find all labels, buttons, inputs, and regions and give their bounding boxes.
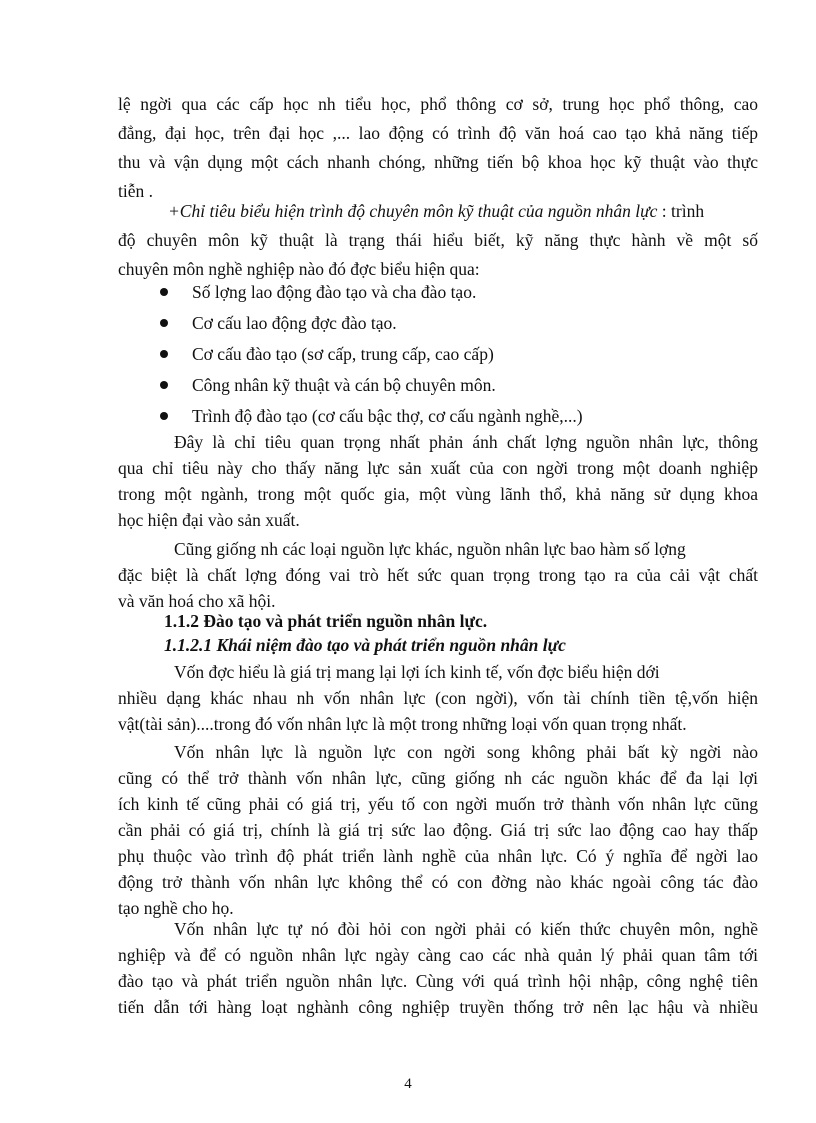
text-line: Vốn đợc hiểu là giá trị mang lại lợi ích kinh tế, vốn đợc biểu hiện dới [174,662,660,682]
text-line: học hiện đại vào sản xuất. [118,510,300,530]
text-line: lệ ngời qua các cấp học nh tiểu học, phổ thông cơ sở, trung học phổ thông, cao [118,94,758,114]
text-line: độ chuyên môn kỹ thuật là trạng thái hiểu biết, kỹ năng thực hành về một số [118,230,758,250]
text-line: đào tạo và phát triển nguồn nhân lực. Cùng với quá trình hội nhập, công nghệ tiên [118,971,758,991]
page-number: 4 [404,1076,412,1092]
indicator-title: +Chỉ tiêu biểu hiện trình độ chuyên môn kỹ thuật của nguồn nhân lực [168,201,658,221]
indicator-paragraph [168,199,758,223]
text-line: đặc biệt là chất lợng đóng vai trò hết sức quan trọng trong tạo ra của cải vật chất [118,565,758,585]
text-line: chuyên môn nghề nghiệp nào đó đợc biểu hiện qua: [118,259,480,279]
text-line: nhiều dạng khác nhau nh vốn nhân lực (con ngời), vốn tài chính tiền tệ,vốn hiện [118,688,758,708]
bullet-icon [160,381,168,389]
text-line: động trở thành vốn nhân lực không thể có con đờng nào khác ngoài công tác đào [118,872,758,892]
subsection-heading: 1.1.2.1 Khái niệm đào tạo và phát triển nguồn nhân lực [164,635,566,655]
text-line: và văn hoá cho xã hội. [118,591,276,611]
text-line: Cũng giống nh các loại nguồn lực khác, nguồn nhân lực bao hàm số lợng [174,539,686,559]
text-line: tiễn . [118,181,153,201]
section-heading: 1.1.2 Đào tạo và phát triển nguồn nhân lực. [164,611,488,631]
text-line: phụ thuộc vào trình độ phát triển lành nghề của nhân lực. Có ý nghĩa để ngời lao [118,846,758,866]
bullet-icon [160,350,168,358]
text-line: nghiệp và để có nguồn nhân lực ngày càng cao các nhà quản lý phải quan tâm tới [118,945,758,965]
text-line: qua chỉ tiêu này cho thấy năng lực sản xuất của con ngời trong một doanh nghiệp [118,458,758,478]
text-line: ích kinh tế cũng phải có giá trị, yếu tố con ngời muốn trở thành vốn nhân lực cũng [118,794,758,814]
text-line: cũng có thể trở thành vốn nhân lực, cũng giống nh các nguồn khác để đa lại lợi [118,768,758,788]
text-line: thu và vận dụng một cách nhanh chóng, những tiến bộ khoa học kỹ thuật vào thực [118,152,758,172]
text-line: cần phải có giá trị, chính là giá trị sức lao động. Giá trị sức lao động cao hay thấp [118,820,758,840]
text-line: đẳng, đại học, trên đại học ,... lao động có trình độ văn hoá cao tạo khả năng tiếp [118,123,758,143]
document-page: lệ ngời qua các cấp học nh tiểu học, phổ thông cơ sở, trung học phổ thông, cao đẳng, đại học, trên đại học ,... lao động có trình độ văn hoá cao tạo khả năng tiếp thu và vận dụng một cách nhanh chóng, những tiến bộ khoa học kỹ thuật vào thực tiễn . +Chỉ tiêu biểu hiện trình độ chuyên môn kỹ thuật của nguồn nhân lực : trình độ chuyên môn kỹ thuật là trạng thái hiểu biết, kỹ năng thực hành về một số chuyên môn nghề nghiệp nào đó đợc biểu hiện qua: Số lợng lao động đào tạo và cha đào tạo. Cơ cấu lao động đợc đào tạo. Cơ cấu đào tạo (sơ cấp, trung cấp, cao cấp) Công nhân kỹ thuật và cán bộ chuyên môn. Trình độ đào tạo (cơ cấu bậc thợ, cơ cấu ngành nghề,...) Đây là chỉ tiêu quan trọng nhất phản ánh chất lợng nguồn nhân lực, thông qua chỉ tiêu này cho thấy năng lực sản xuất của con ngời trong một doanh nghiệp trong một ngành, trong một quốc gia, một vùng lãnh thổ, khả năng sử dụng khoa học hiện đại vào sản xuất. Cũng giống nh các loại nguồn lực khác, nguồn nhân lực bao hàm số lợng đặc biệt là chất lợng đóng vai trò hết sức quan trọng trong tạo ra của cải vật chất và văn hoá cho xã hội. 1.1.2 Đào tạo và phát triển nguồn nhân lực. 1.1.2.1 Khái niệm đào tạo và phát triển nguồn nhân lực Vốn đợc hiểu là giá trị mang lại lợi ích kinh tế, vốn đợc biểu hiện dới nhiều dạng khác nhau nh vốn nhân lực (con ngời), vốn tài chính tiền tệ,vốn hiện vật(tài sản)....trong đó vốn nhân lực là một trong những loại vốn quan trọng nhất. Vốn nhân lực là nguồn lực con ngời song không phải bất kỳ ngời nào cũng có thể trở thành vốn nhân lực, cũng giống nh các nguồn khác để đa lại lợi ích kinh tế cũng phải có giá trị, yếu tố con ngời muốn trở thành vốn nhân lực cũng cần phải có giá trị, chính là giá trị sức lao động. Giá trị sức lao động cao hay thấp phụ thuộc vào trình độ phát triển lành nghề của nhân lực. Có ý nghĩa để ngời lao động trở thành vốn nhân lực không thể có con đờng nào khác ngoài công tác đào tạo nghề cho họ. Vốn nhân lực tự nó đòi hỏi con ngời phải có kiến thức chuyên môn, nghề nghiệp và để có nguồn nhân lực ngày càng cao các nhà quản lý phải quan tâm tới đào tạo và phát triển nguồn nhân lực. Cùng với quá trình hội nhập, công nghệ tiên tiến dẫn tới hàng loạt nghành công nghiệp truyền thống trở nên lạc hậu và nhiều 4 [0,0,816,1123]
text-line: Vốn nhân lực là nguồn lực con ngời song không phải bất kỳ ngời nào [174,742,758,762]
bullet-icon [160,412,168,420]
text-line: tiến dẫn tới hàng loạt nghành công nghiệp truyền thống trở nên lạc hậu và nhiều [118,997,758,1017]
bullet-icon [160,319,168,327]
indicator-title-tail: : trình [657,201,705,221]
bullet-icon [160,288,168,296]
text-line: Vốn nhân lực tự nó đòi hỏi con ngời phải có kiến thức chuyên môn, nghề [174,919,758,939]
text-line: trong một ngành, trong một quốc gia, một vùng lãnh thổ, khả năng sử dụng khoa [118,484,758,504]
text-line: Đây là chỉ tiêu quan trọng nhất phản ánh chất lợng nguồn nhân lực, thông [174,432,758,452]
text-line: vật(tài sản)....trong đó vốn nhân lực là một trong những loại vốn quan trọng nhất. [118,714,687,734]
text-line: tạo nghề cho họ. [118,898,234,918]
